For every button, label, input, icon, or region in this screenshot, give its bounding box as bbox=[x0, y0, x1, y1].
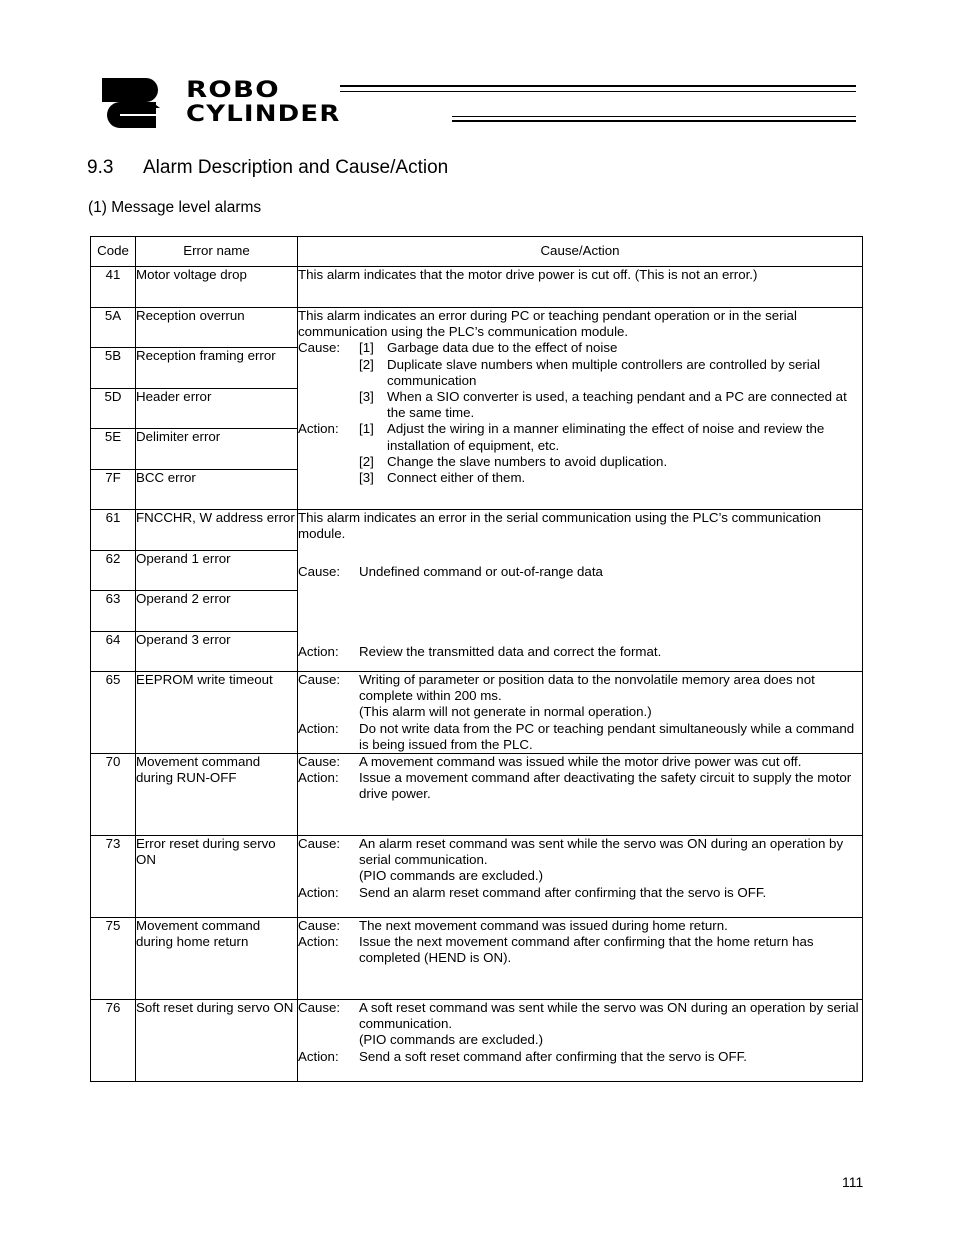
header-rule-top-2 bbox=[340, 91, 856, 92]
cause-text: A movement command was issued while the motor drive power was cut off. bbox=[359, 754, 802, 770]
cause-action bbox=[298, 836, 863, 918]
alarm-description: This alarm indicates an error in the serial communication using the PLC’s communication module. bbox=[298, 510, 822, 542]
rc-monogram-icon bbox=[100, 78, 184, 128]
action-text: Issue a movement command after deactivating the safety circuit to supply the motor drive power. bbox=[359, 770, 852, 802]
cause-action bbox=[298, 1000, 863, 1082]
alarm-code: 5A bbox=[91, 308, 136, 348]
header-cause-action: Cause/Action bbox=[298, 237, 863, 267]
cause-label: Cause: bbox=[298, 672, 341, 687]
alarm-code: 70 bbox=[91, 754, 136, 836]
alarm-code: 63 bbox=[91, 591, 136, 632]
cause-block bbox=[298, 340, 862, 421]
table-row bbox=[91, 754, 863, 836]
cause-action bbox=[298, 510, 863, 672]
error-name: Motor voltage drop bbox=[136, 267, 298, 308]
error-name: Soft reset during servo ON bbox=[136, 1000, 298, 1082]
cause-text: A soft reset command was sent while the servo was ON during an operation by serial communication. bbox=[359, 1000, 859, 1032]
action-block bbox=[298, 644, 862, 660]
cause-item: [2] Duplicate slave numbers when multiple controllers are controlled by serial communication bbox=[359, 356, 821, 388]
table-row bbox=[91, 672, 863, 754]
action-item: [1] Adjust the wiring in a manner eliminating the effect of noise and review the installation of equipment, etc. bbox=[359, 421, 825, 453]
error-name: FNCCHR, W address error bbox=[136, 510, 298, 551]
cause-text: Writing of parameter or position data to the nonvolatile memory area does not complete within 200 ms. bbox=[359, 672, 815, 704]
cause-action: This alarm indicates that the motor drive power is cut off. (This is not an error.) bbox=[298, 267, 863, 308]
section-number: 9.3 bbox=[87, 157, 114, 178]
table-row bbox=[91, 308, 863, 348]
cause-label: Cause: bbox=[298, 1000, 341, 1016]
cause-label: Cause: bbox=[298, 836, 341, 852]
error-name: Movement command during home return bbox=[136, 918, 298, 1000]
error-name: Operand 1 error bbox=[136, 551, 298, 591]
alarm-code: 7F bbox=[91, 470, 136, 510]
alarm-code: 65 bbox=[91, 672, 136, 754]
cause-action bbox=[298, 918, 863, 1000]
action-text: Issue the next movement command after confirming that the home return has completed (HEND is ON). bbox=[359, 934, 814, 966]
action-label: Action: bbox=[298, 643, 339, 659]
action-block bbox=[298, 421, 862, 486]
error-name: Header error bbox=[136, 389, 298, 429]
alarm-description: This alarm indicates an error during PC or teaching pendant operation or in the serial communication using the PLC’s communication module. bbox=[298, 308, 797, 340]
cause-block bbox=[298, 564, 862, 580]
logo-word-cylinder: CYLINDER bbox=[186, 102, 341, 127]
header-rule-top-1 bbox=[340, 85, 856, 87]
action-text: Send a soft reset command after confirming that the servo is OFF. bbox=[359, 1048, 747, 1064]
action-label: Action: bbox=[298, 884, 339, 900]
error-name: Reception framing error bbox=[136, 348, 298, 389]
header-rule-bottom-1 bbox=[452, 116, 856, 117]
cause-label: Cause: bbox=[298, 754, 341, 770]
action-text: Send an alarm reset command after confirming that the servo is OFF. bbox=[359, 884, 767, 900]
logo-word-robo: ROBO bbox=[186, 78, 280, 103]
cause-note: (PIO commands are excluded.) bbox=[359, 868, 544, 884]
alarm-code: 75 bbox=[91, 918, 136, 1000]
error-name: Error reset during servo ON bbox=[136, 836, 298, 918]
error-name: Operand 2 error bbox=[136, 591, 298, 632]
cause-text: Undefined command or out-of-range data bbox=[359, 564, 603, 580]
alarm-code: 41 bbox=[91, 267, 136, 308]
alarm-code: 61 bbox=[91, 510, 136, 551]
table-row bbox=[91, 267, 863, 308]
cause-action bbox=[298, 754, 863, 836]
error-name: Movement command during RUN-OFF bbox=[136, 754, 298, 836]
action-item: [2] Change the slave numbers to avoid duplication. bbox=[359, 453, 668, 469]
subsection-heading: (1) Message level alarms bbox=[88, 199, 262, 216]
action-label: Action: bbox=[298, 770, 339, 786]
error-name: Reception overrun bbox=[136, 308, 298, 348]
alarm-code: 62 bbox=[91, 551, 136, 591]
error-name: EEPROM write timeout bbox=[136, 672, 298, 754]
table-row bbox=[91, 918, 863, 1000]
cause-note: (PIO commands are excluded.) bbox=[359, 1032, 544, 1048]
cause-note: (This alarm will not generate in normal operation.) bbox=[359, 704, 652, 720]
error-name: Delimiter error bbox=[136, 429, 298, 470]
action-label: Action: bbox=[298, 720, 339, 736]
header-error-name: Error name bbox=[136, 237, 298, 267]
section-heading bbox=[87, 157, 448, 179]
section-title: Alarm Description and Cause/Action bbox=[143, 157, 449, 178]
error-name: BCC error bbox=[136, 470, 298, 510]
table-header-row bbox=[91, 237, 863, 267]
alarm-table bbox=[90, 236, 863, 1082]
cause-text: The next movement command was issued during home return. bbox=[359, 918, 728, 934]
cause-label: Cause: bbox=[298, 918, 341, 934]
action-item: [3] Connect either of them. bbox=[359, 470, 526, 486]
table-row bbox=[91, 1000, 863, 1082]
action-label: Action: bbox=[298, 1048, 339, 1064]
alarm-code: 5E bbox=[91, 429, 136, 470]
cause-text: An alarm reset command was sent while the servo was ON during an operation by serial communication. bbox=[359, 836, 844, 868]
header-rule-bottom-2 bbox=[452, 120, 856, 122]
table-row bbox=[91, 510, 863, 551]
cause-action bbox=[298, 672, 863, 754]
alarm-code: 5D bbox=[91, 389, 136, 429]
action-label: Action: bbox=[298, 421, 339, 437]
header-code: Code bbox=[91, 237, 136, 267]
alarm-code: 76 bbox=[91, 1000, 136, 1082]
action-text: Review the transmitted data and correct the format. bbox=[359, 643, 662, 659]
action-label: Action: bbox=[298, 934, 339, 950]
error-name: Operand 3 error bbox=[136, 632, 298, 672]
cause-action bbox=[298, 308, 863, 510]
cause-item: [3] When a SIO converter is used, a teaching pendant and a PC are connected at the same time. bbox=[359, 389, 847, 421]
page-number: 111 bbox=[842, 1174, 864, 1190]
action-text: Do not write data from the PC or teaching pendant simultaneously while a command is being issued from the PLC. bbox=[359, 720, 855, 752]
table-row bbox=[91, 836, 863, 918]
cause-label: Cause: bbox=[298, 564, 341, 580]
cause-label: Cause: bbox=[298, 340, 341, 356]
alarm-code: 64 bbox=[91, 632, 136, 672]
alarm-code: 73 bbox=[91, 836, 136, 918]
alarm-code: 5B bbox=[91, 348, 136, 389]
cause-item: [1] Garbage data due to the effect of noise bbox=[359, 340, 618, 356]
